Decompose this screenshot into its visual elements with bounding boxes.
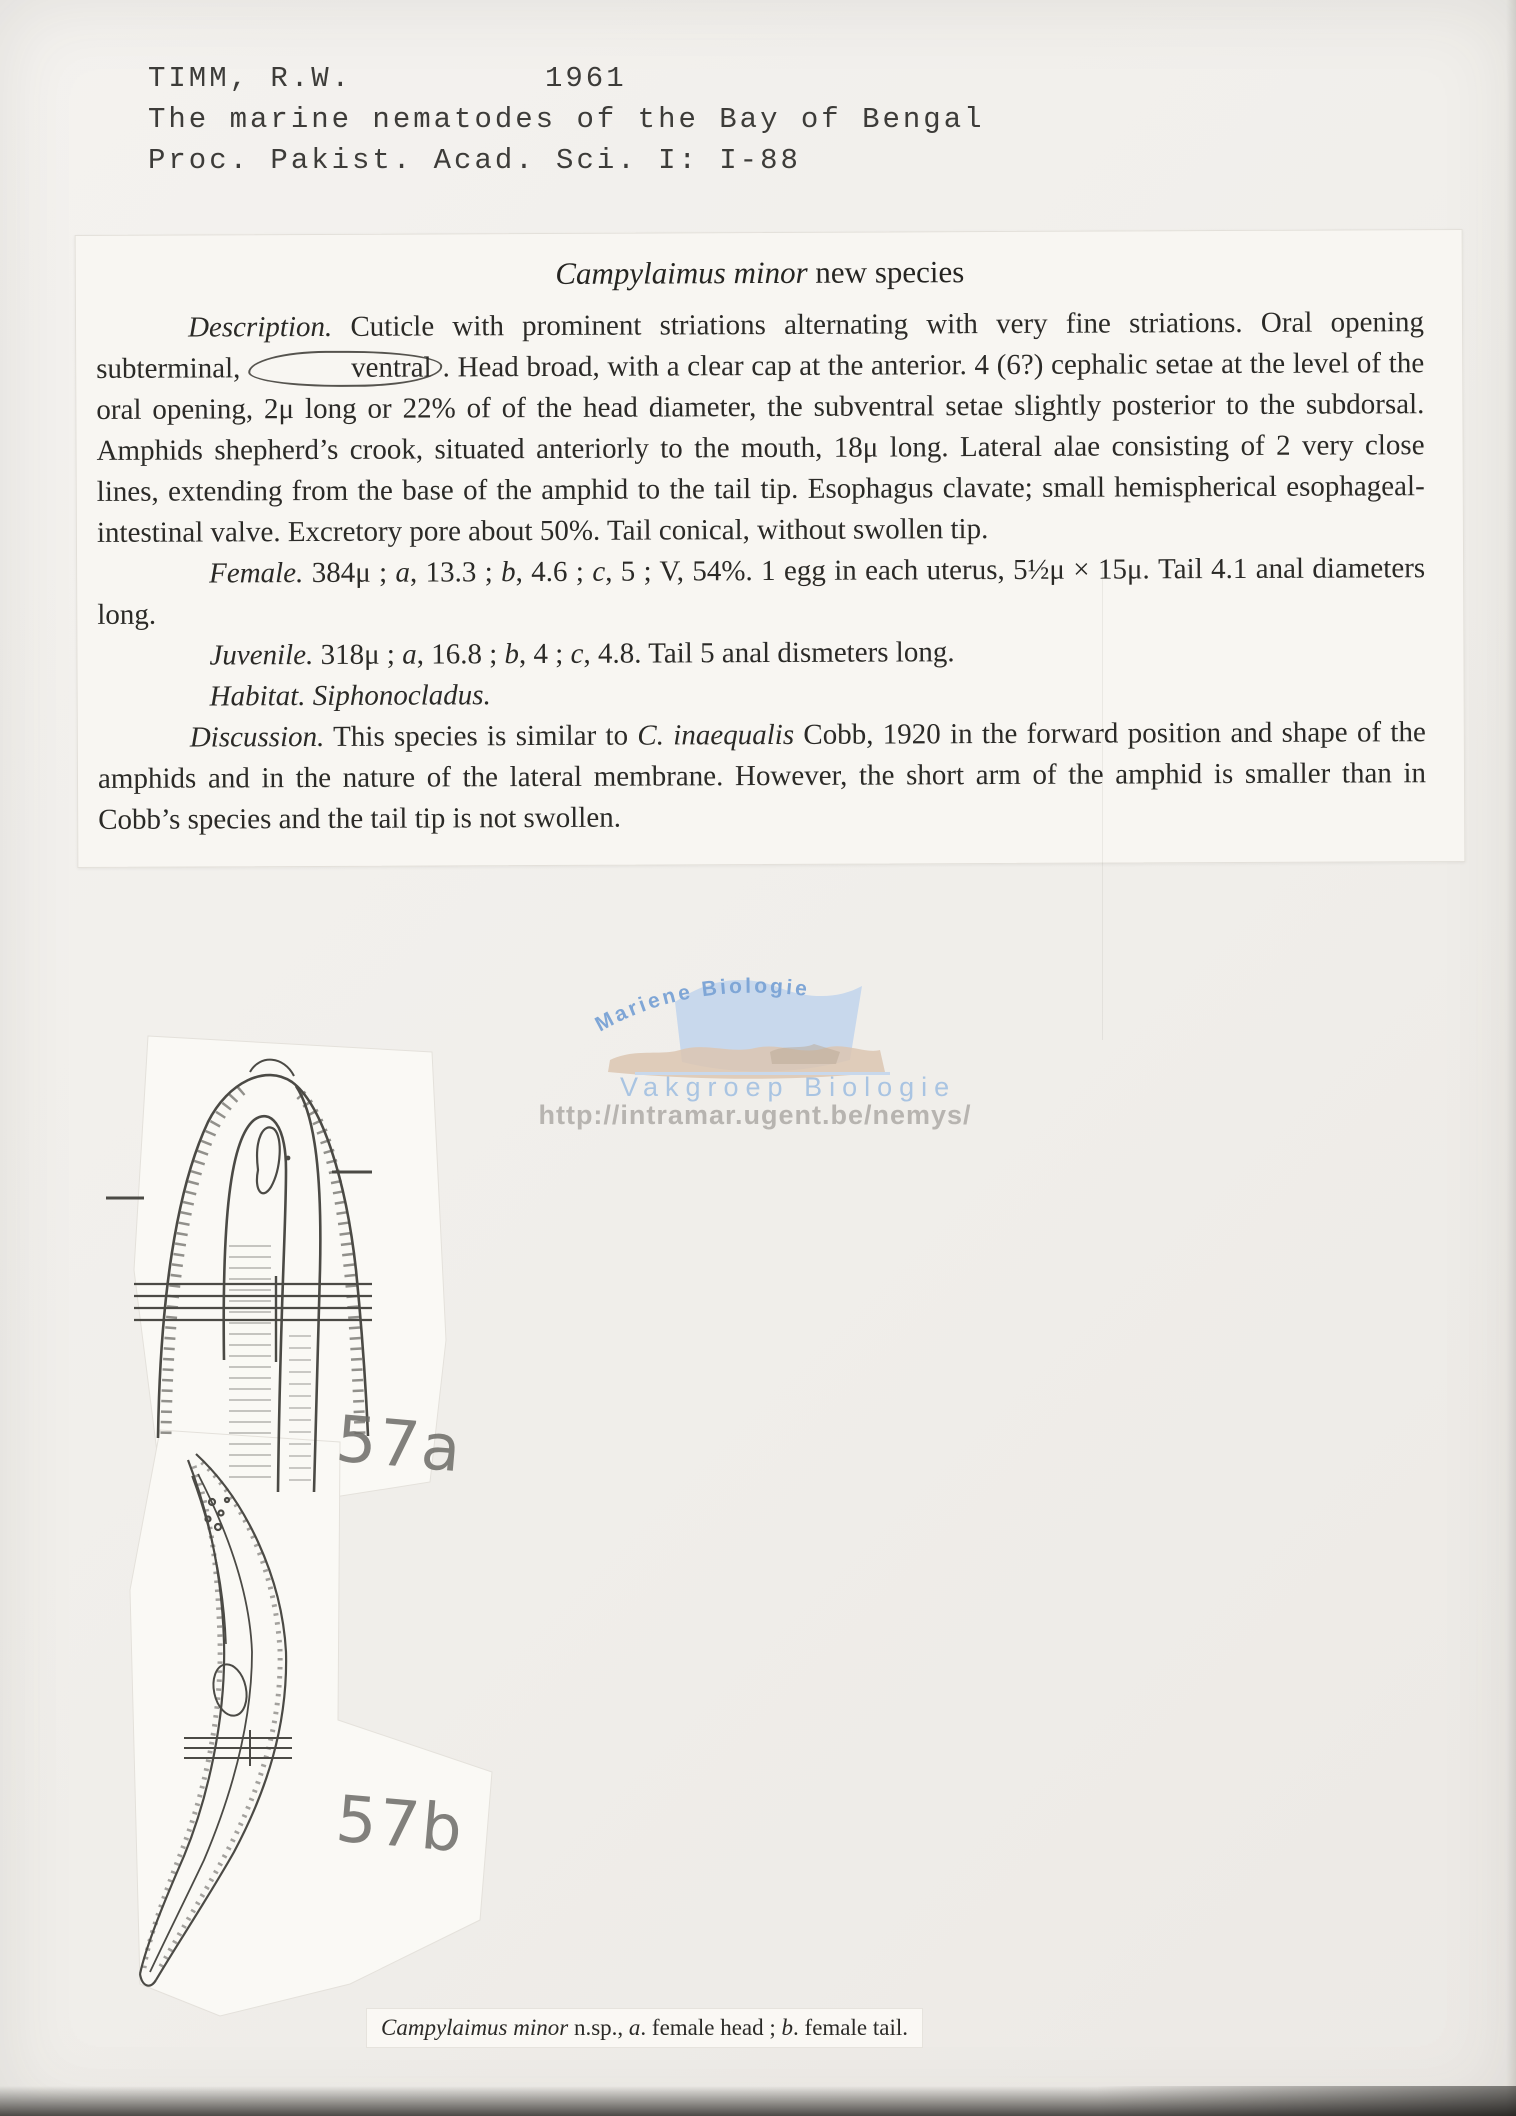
figure-label-b: 57b (333, 1782, 468, 1868)
scan-crease (1102, 560, 1103, 1040)
watermark-url-text: http://intramar.ugent.be/nemys/ (538, 1100, 972, 1130)
species-heading (96, 252, 1424, 294)
species-name: Campylaimus minor (555, 254, 808, 291)
species-heading-rest: new species (807, 254, 965, 290)
nematode-figure (100, 1030, 500, 2020)
watermark-dept-text: Vakgroep Biologie (620, 1072, 957, 1102)
header-year: 1961 (545, 62, 627, 95)
figure-label-a: 57a (333, 1402, 466, 1488)
header-title: The marine nematodes of the Bay of Bengal (148, 103, 985, 136)
paragraph-discussion: Discussion. This species is similar to C. inaequalis Cobb, 1920 in the forward position and shape of the amphids and in the nature of the lateral membrane. However, the short arm of the amphid is smaller than in Cobb’s species and the tail tip is not swollen. (97, 716, 1427, 836)
paragraph-habitat: Habitat. Siphonocladus. (209, 679, 491, 713)
watermark-arc-text: Mariene Biologie (591, 974, 812, 1037)
article-clipping (75, 229, 1466, 868)
paragraph-juvenile: Juvenile. 318μ ; a, 16.8 ; b, 4 ; c, 4.8. Tail 5 anal dismeters long. (209, 636, 955, 672)
scan-edge-shadow-bottom (0, 2086, 1516, 2116)
header-author: TIMM, R.W. (148, 62, 353, 95)
paragraph-description: Description. Cuticle with prominent striations alternating with very fine striations. Oral opening subterminal, ventral . Head broad, with a clear cap at the anterior. 4 (6?) cephalic setae at the level of the oral opening, 2μ long or 22% of of the head diameter, the subventral setae slightly posterior to the subdorsal. Amphids shepherd’s crook, situated anteriorly to the mouth, 18μ long. Lateral alae consisting of 2 very close lines, extending from the base of the amphid to the tail tip. Esophagus clavate; small hemispherical esophageal-intestinal valve. Excretory pore about 50%. Tail conical, without swollen tip. (96, 306, 1425, 549)
header-citation: Proc. Pakist. Acad. Sci. I: I-88 (148, 144, 801, 177)
paragraph-female: Female. 384μ ; a, 13.3 ; b, 4.6 ; c, 5 ; V, 54%. 1 egg in each uterus, 5½μ × 15μ. Tail 4.1 anal diameters long. (97, 552, 1426, 631)
scan-edge-shadow-right (1506, 0, 1516, 2116)
figure-caption: Campylaimus minor n.sp., a. female head ; b. female tail. (366, 2008, 923, 2048)
